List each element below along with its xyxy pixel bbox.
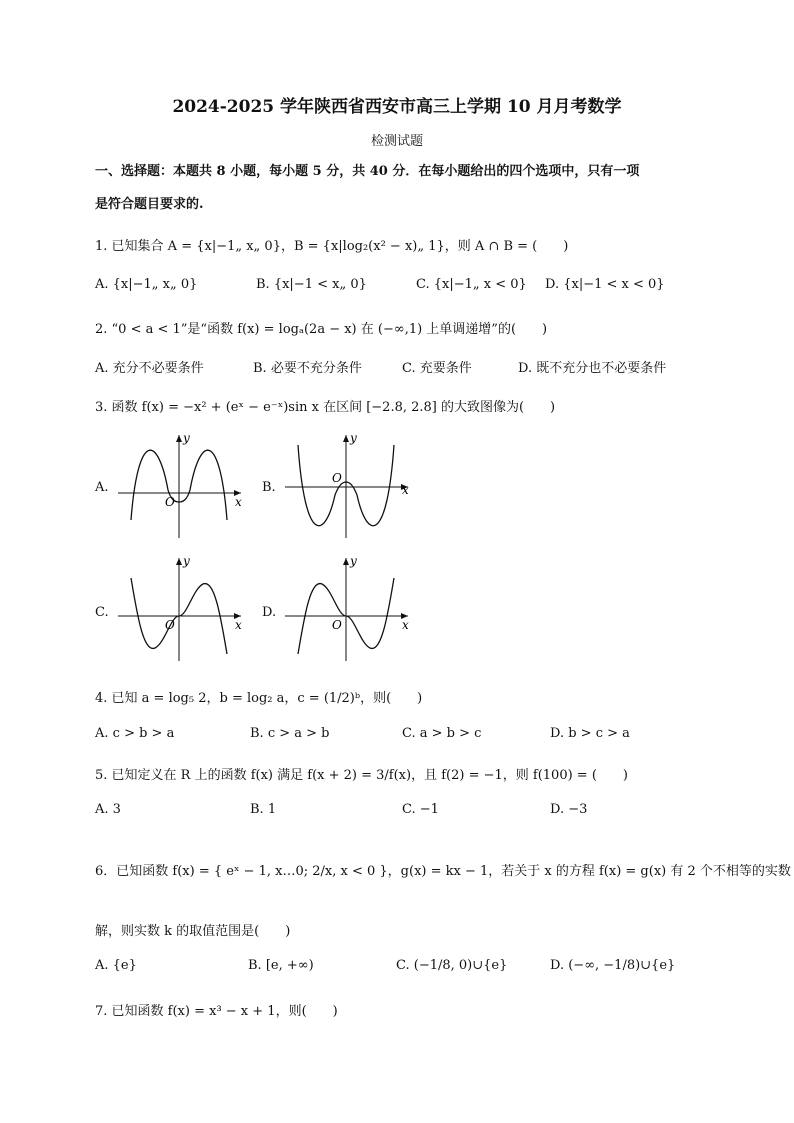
q3-stem: 3. 函数 f(x) = −x² + (eˣ − e⁻ˣ)sin x 在区间 [−2.8, 2.8] 的大致图像为( )	[95, 400, 556, 415]
page-title: 2024-2025 学年陕西省西安市高三上学期 10 月月考数学	[172, 97, 622, 117]
q1-stem: 1. 已知集合 A = {x|−1„ x„ 0}，B = {x|log₂(x² − x)„ 1}，则 A ∩ B = ( )	[95, 239, 569, 254]
q6-option-c: C. (−1/8, 0)∪{e}	[396, 958, 508, 973]
q2-option-b: B. 必要不充分条件	[253, 361, 362, 376]
q6-option-a: A. {e}	[95, 958, 137, 973]
q5-stem: 5. 已知定义在 R 上的函数 f(x) 满足 f(x + 2) = 3/f(x)，且 f(2) = −1，则 f(100) = ( )	[95, 768, 628, 783]
q3-b-y-label: y	[350, 431, 357, 445]
q3-label-d: D.	[262, 605, 277, 620]
q7-stem: 7. 已知函数 f(x) = x³ − x + 1，则( )	[95, 1004, 338, 1019]
q3-b-origin-label: O	[332, 471, 342, 485]
q4-option-d: D. b > c > a	[550, 726, 630, 741]
q3-a-x-label: x	[235, 495, 242, 509]
q4-option-c: C. a > b > c	[402, 726, 482, 741]
q4-option-a: A. c > b > a	[95, 726, 175, 741]
q6-option-b: B. [e, +∞)	[248, 958, 314, 973]
q6-option-d: D. (−∞, −1/8)∪{e}	[550, 958, 676, 973]
q3-d-x-label: x	[402, 618, 409, 632]
q5-option-b: B. 1	[250, 802, 277, 817]
q2-option-a: A. 充分不必要条件	[95, 361, 204, 376]
q3-label-b: B.	[262, 480, 276, 495]
q6-stem-continued: 解，则实数 k 的取值范围是( )	[95, 924, 291, 939]
q1-option-c: C. {x|−1„ x < 0}	[416, 277, 527, 292]
q3-b-x-label: x	[402, 483, 409, 497]
q3-label-c: C.	[95, 605, 109, 620]
q3-graph-a	[113, 430, 248, 542]
page-subtitle: 检测试题	[370, 134, 423, 149]
q2-stem: 2. “0 < a < 1”是“函数 f(x) = logₐ(2a − x) 在 (−∞,1) 上单调递增”的( )	[95, 322, 548, 337]
q1-option-d: D. {x|−1 < x < 0}	[545, 277, 665, 292]
q3-d-y-label: y	[350, 554, 357, 568]
q4-option-b: B. c > a > b	[250, 726, 330, 741]
q1-option-b: B. {x|−1 < x„ 0}	[256, 277, 367, 292]
q5-option-a: A. 3	[95, 802, 121, 817]
q1-option-a: A. {x|−1„ x„ 0}	[95, 277, 198, 292]
q5-option-d: D. −3	[550, 802, 588, 817]
q3-label-a: A.	[95, 480, 109, 495]
q3-d-origin-label: O	[332, 618, 342, 632]
q3-c-x-label: x	[235, 618, 242, 632]
section-heading-line2: 是符合题目要求的.	[95, 197, 204, 212]
q4-stem: 4. 已知 a = log₅ 2，b = log₂ a，c = (1/2)ᵇ，则( )	[95, 691, 423, 706]
q3-graph-c	[113, 553, 248, 665]
q2-option-d: D. 既不充分也不必要条件	[518, 361, 667, 376]
q3-c-origin-label: O	[165, 618, 175, 632]
q3-c-y-label: y	[183, 554, 190, 568]
q3-graph-d	[280, 553, 415, 665]
q3-a-origin-label: O	[165, 495, 175, 509]
q5-option-c: C. −1	[402, 802, 439, 817]
q3-a-y-label: y	[183, 431, 190, 445]
q6-stem: 6．已知函数 f(x) = { eˣ − 1, x…0; 2/x, x < 0 }，g(x) = kx − 1，若关于 x 的方程 f(x) = g(x) 有 2 个不相等的实数	[95, 864, 791, 879]
q3-graph-b	[280, 430, 415, 542]
section-heading-line1: 一、选择题：本题共 8 小题，每小题 5 分，共 40 分．在每小题给出的四个选项中，只有一项	[95, 164, 640, 179]
q2-option-c: C. 充要条件	[402, 361, 472, 376]
